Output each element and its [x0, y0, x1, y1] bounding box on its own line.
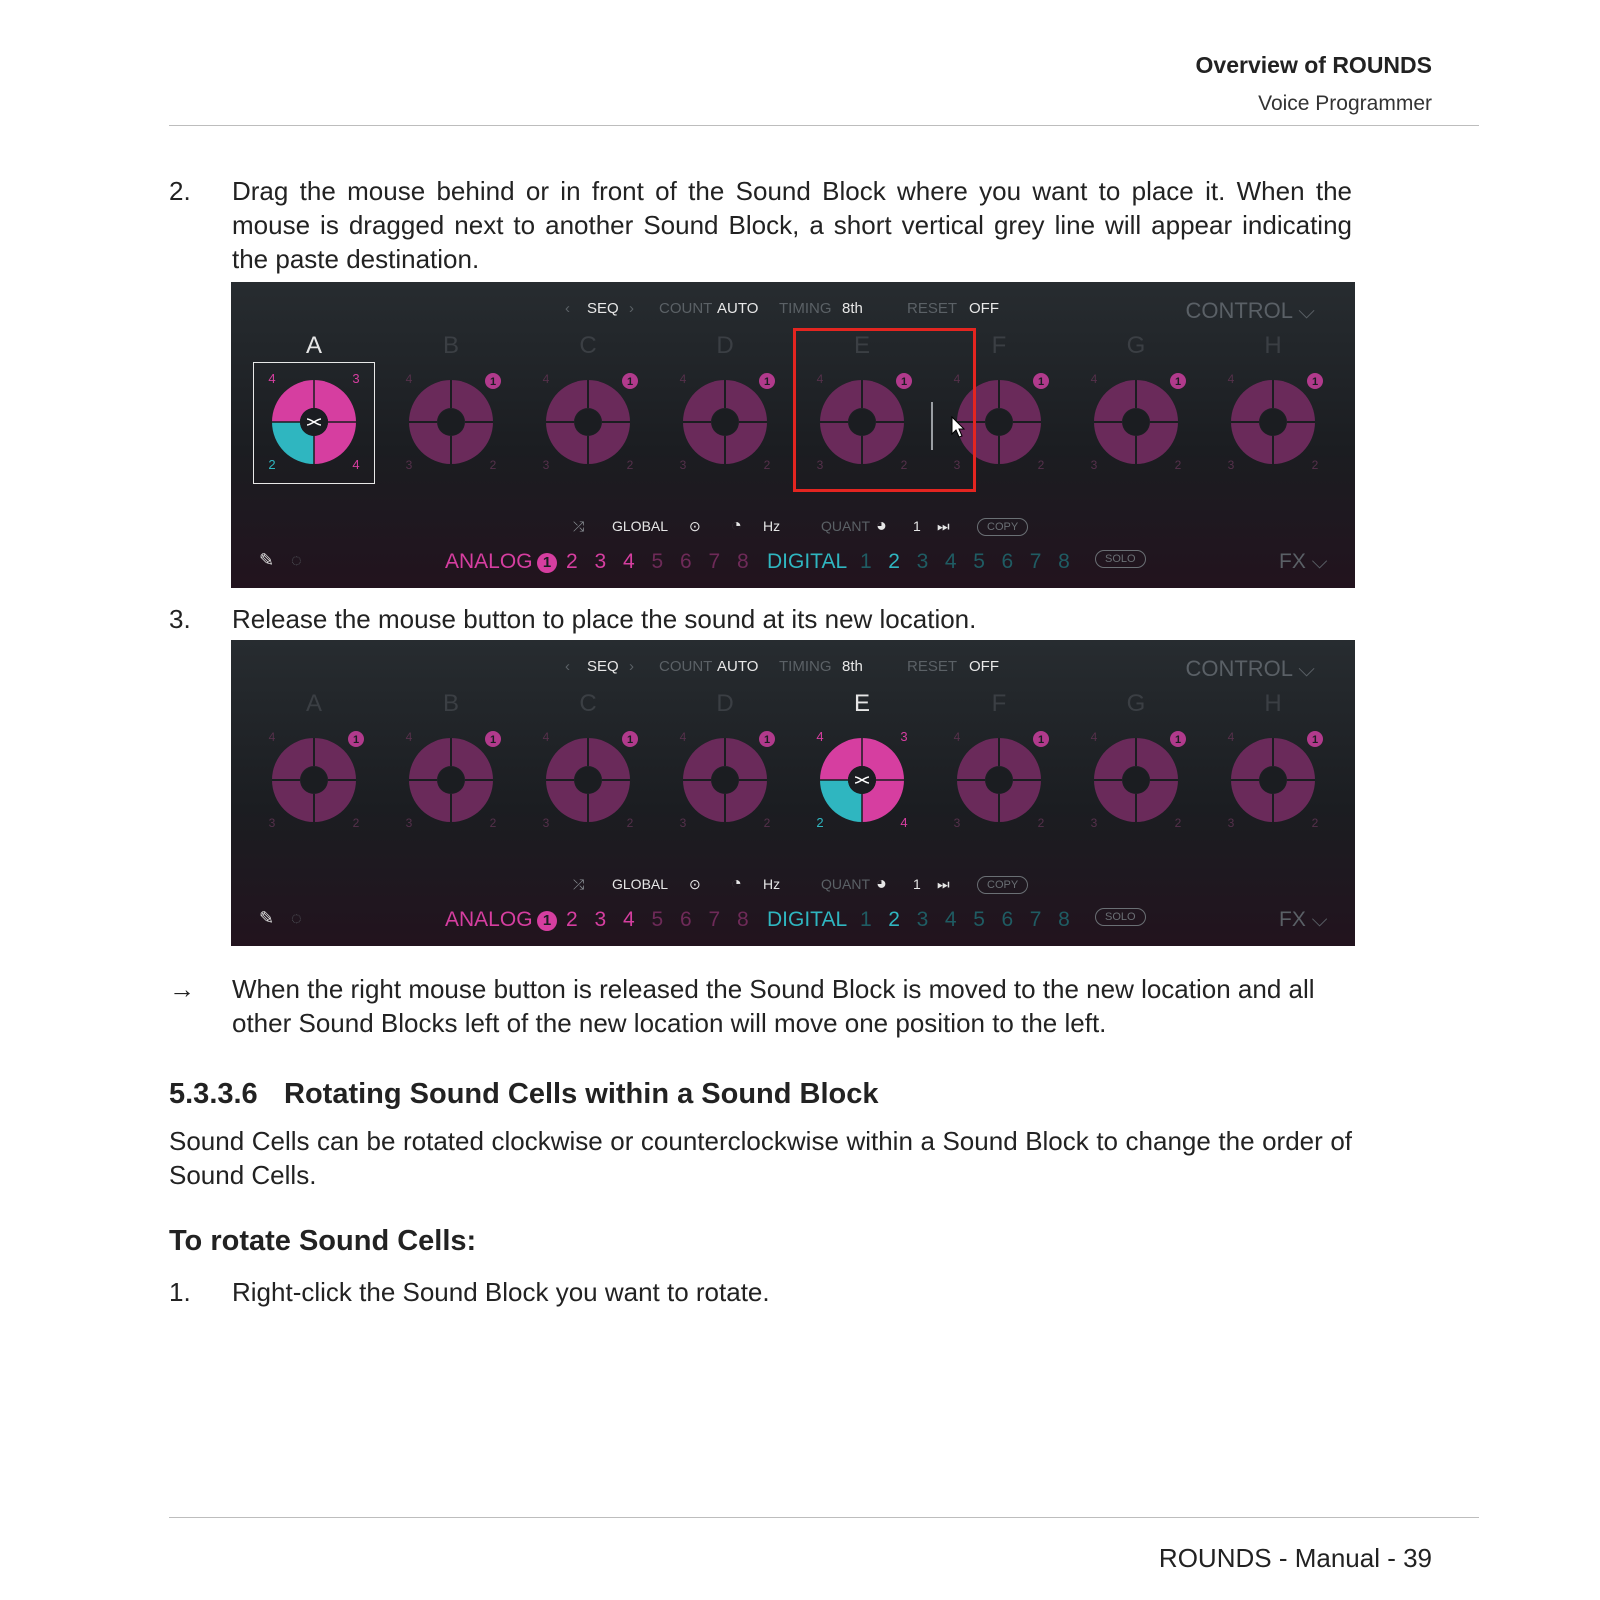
digital-slot[interactable]: 3 [916, 550, 929, 573]
analog-slot[interactable]: 4 [623, 908, 635, 931]
timing-value[interactable]: 8th [842, 658, 863, 675]
digital-slot[interactable]: 1 [860, 550, 872, 573]
digital-slot[interactable]: 7 [1029, 908, 1042, 931]
engine-bar [231, 908, 1355, 936]
cell-step-label: 4 [405, 372, 413, 386]
digital-slot[interactable]: 5 [973, 550, 985, 573]
cell-step-label: 4 [816, 729, 824, 744]
copy-button[interactable]: COPY [977, 518, 1028, 536]
analog-slot-1-selected[interactable]: 1 [537, 911, 557, 931]
cell-badge: 1 [626, 376, 634, 388]
cell-step-label: 4 [268, 371, 276, 386]
sound-block-letter: C [579, 332, 597, 359]
cell-step-label: 2 [489, 816, 497, 830]
reset-value[interactable]: OFF [969, 658, 999, 675]
page-footer: ROUNDS - Manual - 39 [1158, 1543, 1432, 1573]
quant-label: QUANT [821, 876, 870, 892]
digital-slot[interactable]: 4 [944, 550, 957, 573]
ring-center [712, 767, 738, 793]
cell-step-label: 2 [1311, 458, 1319, 472]
section-body: Sound Cells can be rotated clockwise or counterclockwise within a Sound Block to change the order of Sound Cells. [169, 1126, 1352, 1190]
cell-badge: 1 [489, 734, 497, 746]
cell-badge: 1 [1174, 734, 1182, 746]
count-value[interactable]: AUTO [717, 300, 759, 317]
ring-center [575, 409, 601, 435]
cell-step-label: 4 [1090, 372, 1098, 386]
cell-step-label: 3 [679, 458, 687, 472]
shuffle-icon[interactable]: ⤮ [573, 876, 585, 892]
cell-step-label: 4 [816, 372, 824, 386]
digital-label[interactable]: DIGITAL [767, 550, 848, 573]
quant-value[interactable]: 1 [913, 876, 921, 892]
solo-button[interactable]: SOLO [1095, 550, 1146, 568]
analog-label[interactable]: ANALOG [445, 908, 533, 931]
global-controls [231, 873, 1355, 898]
cell-step-label: 4 [679, 730, 687, 744]
cell-step-label: 2 [626, 458, 634, 472]
skip-icon[interactable]: ⏭ [937, 518, 950, 534]
sound-cell-ring[interactable] [1076, 362, 1196, 482]
step-number: 3. [169, 604, 191, 634]
cell-badge: 1 [900, 376, 908, 388]
select-circle-icon[interactable]: ◌ [291, 550, 302, 570]
digital-slot[interactable]: 5 [973, 908, 985, 931]
cell-step-label: 2 [1311, 816, 1319, 830]
ring-center [575, 767, 601, 793]
skip-icon[interactable]: ⏭ [937, 876, 950, 892]
ring-center [438, 409, 464, 435]
analog-slot[interactable]: 2 [566, 908, 578, 931]
seq-prev-button[interactable]: ‹ [565, 658, 570, 675]
cell-step-label: 2 [489, 458, 497, 472]
analog-slot-1-selected[interactable]: 1 [537, 553, 557, 573]
seq-next-button[interactable]: › [629, 300, 634, 317]
digital-slot[interactable]: 1 [860, 908, 872, 931]
sound-cell-ring[interactable] [391, 362, 511, 482]
cell-step-label: 3 [1227, 816, 1235, 830]
cell-step-label: 4 [900, 815, 908, 830]
sound-cell-ring[interactable] [1213, 720, 1333, 840]
cell-step-label: 4 [953, 730, 961, 744]
ring-center [986, 767, 1012, 793]
cell-step-label: 4 [1090, 730, 1098, 744]
analog-slot[interactable]: 7 [708, 908, 721, 931]
sound-cell-ring[interactable] [665, 720, 785, 840]
mouse-pointer-icon [951, 416, 967, 440]
digital-slot[interactable]: 7 [1029, 550, 1042, 573]
seq-next-button[interactable]: › [629, 658, 634, 675]
cell-step-label: 3 [542, 816, 550, 830]
digital-label[interactable]: DIGITAL [767, 908, 848, 931]
sound-cell-ring[interactable] [528, 720, 648, 840]
ring-center [1260, 409, 1286, 435]
sound-block[interactable] [528, 690, 648, 840]
sound-cell-ring[interactable] [939, 720, 1059, 840]
timing-label: TIMING [779, 300, 832, 317]
sound-cell-ring[interactable] [528, 362, 648, 482]
sound-block-letter: C [579, 690, 597, 717]
global-label[interactable]: GLOBAL [612, 876, 669, 892]
sound-block[interactable] [1213, 690, 1333, 840]
digital-slot[interactable]: 6 [1001, 908, 1014, 931]
reset-label: RESET [907, 658, 958, 675]
pencil-icon[interactable]: ✎ [259, 550, 275, 570]
sound-cell-ring[interactable] [254, 720, 374, 840]
analog-slot[interactable]: 3 [594, 908, 607, 931]
digital-slot[interactable]: 6 [1001, 550, 1014, 573]
sound-block[interactable] [665, 332, 785, 482]
sound-block[interactable] [802, 690, 922, 840]
result-text: When the right mouse button is released the Sound Block is moved to the new location and all other Sound Blocks left of the new location will move one position to the left. [232, 974, 1315, 1038]
fx-dropdown[interactable]: FX ⌵ [1279, 908, 1328, 931]
cell-step-label: 3 [679, 816, 687, 830]
sound-cell-ring[interactable] [391, 720, 511, 840]
ring-center [1123, 409, 1149, 435]
cell-step-label: 2 [626, 816, 634, 830]
sound-block-letter: D [716, 332, 734, 359]
cell-step-label: 4 [679, 372, 687, 386]
sound-block-letter: F [991, 332, 1007, 359]
cell-step-label: 3 [1090, 458, 1098, 472]
cell-badge: 1 [763, 734, 771, 746]
step-text: Right-click the Sound Block you want to rotate. [232, 1277, 770, 1307]
screenshot-released-state [231, 640, 1355, 946]
screenshot-drag-state [231, 282, 1355, 588]
quant-knob-icon[interactable]: ◕ [876, 873, 887, 893]
reset-value[interactable]: OFF [969, 300, 999, 317]
sound-block-letter: E [853, 690, 870, 717]
analog-slot[interactable]: 5 [651, 550, 664, 573]
section-number: 5.3.3.6 [169, 1078, 258, 1110]
hz-label: Hz [763, 876, 781, 892]
cell-step-label: 4 [352, 457, 360, 472]
analog-slot[interactable]: 7 [708, 550, 721, 573]
footer-rule [169, 1517, 1479, 1518]
cell-step-label: 3 [816, 458, 824, 472]
analog-slot[interactable]: 8 [737, 550, 749, 573]
cell-step-label: 3 [268, 816, 276, 830]
sound-block-letter: A [305, 690, 322, 717]
sound-block-letter: F [991, 690, 1007, 717]
pencil-icon[interactable]: ✎ [259, 908, 275, 928]
count-label: COUNT [659, 658, 713, 675]
cell-step-label: 3 [953, 458, 961, 472]
timing-value[interactable]: 8th [842, 300, 863, 317]
count-label: COUNT [659, 300, 713, 317]
running-header-subtitle: Voice Programmer [1258, 92, 1432, 115]
cell-step-label: 2 [1037, 816, 1045, 830]
header-rule [169, 125, 1479, 126]
cell-step-label: 4 [542, 372, 550, 386]
cell-step-label: 3 [352, 371, 360, 386]
select-circle-icon[interactable]: ◌ [291, 908, 302, 928]
ring-center [986, 409, 1012, 435]
cell-step-label: 3 [900, 729, 908, 744]
digital-slot[interactable]: 8 [1058, 550, 1070, 573]
quant-knob-icon[interactable]: ◕ [876, 515, 887, 535]
digital-slot[interactable]: 8 [1058, 908, 1070, 931]
ring-center [438, 767, 464, 793]
digital-slot[interactable]: 2 [888, 908, 900, 931]
running-header-title: Overview of ROUNDS [1195, 52, 1432, 78]
digital-slot[interactable]: 2 [888, 550, 900, 573]
seq-label[interactable]: SEQ [587, 658, 619, 675]
digital-slot[interactable]: 4 [944, 908, 957, 931]
cell-step-label: 4 [1227, 730, 1235, 744]
cell-step-label: 2 [816, 815, 824, 830]
fx-dropdown[interactable]: FX ⌵ [1279, 550, 1328, 573]
sound-block[interactable] [665, 690, 785, 840]
cell-step-label: 2 [1174, 816, 1182, 830]
sound-block[interactable] [1076, 332, 1196, 482]
quant-value[interactable]: 1 [913, 518, 921, 534]
cell-step-label: 2 [1174, 458, 1182, 472]
analog-slot[interactable]: 5 [651, 908, 664, 931]
cell-step-label: 3 [953, 816, 961, 830]
sound-block[interactable] [1213, 332, 1333, 482]
cell-step-label: 3 [1090, 816, 1098, 830]
cell-badge: 1 [489, 376, 497, 388]
sound-block-letter: H [1264, 332, 1282, 359]
step-text: Release the mouse button to place the sound at its new location. [232, 604, 977, 634]
cell-badge: 1 [1037, 376, 1045, 388]
cell-step-label: 4 [268, 730, 276, 744]
copy-button[interactable]: COPY [977, 876, 1028, 894]
rate-knob-icon[interactable]: ◔ [731, 873, 742, 893]
seq-prev-button[interactable]: ‹ [565, 300, 570, 317]
cell-step-label: 2 [1037, 458, 1045, 472]
rate-knob-icon[interactable]: ◔ [731, 515, 742, 535]
sound-block-letter: G [1126, 332, 1146, 359]
sound-block-letter: A [305, 332, 322, 359]
sound-block-letter: E [853, 332, 870, 359]
sound-cell-ring-active[interactable] [802, 720, 922, 840]
playback-icon[interactable]: ⊙ [689, 518, 701, 534]
cell-step-label: 4 [953, 372, 961, 386]
step-text: Drag the mouse behind or in front of the Sound Block where you want to place it. When the mouse is dragged next to another Sound Block, a short vertical grey line will appear indicating the paste destination. [232, 176, 1352, 274]
section-heading [169, 1078, 879, 1111]
count-value[interactable]: AUTO [717, 658, 759, 675]
cell-badge: 1 [763, 376, 771, 388]
highlight-box [793, 328, 976, 492]
cell-badge: 1 [626, 734, 634, 746]
analog-slot[interactable]: 3 [594, 550, 607, 573]
sound-block[interactable] [391, 332, 511, 482]
engine-bar [231, 550, 1355, 578]
global-controls [231, 515, 1355, 540]
sound-block[interactable] [1076, 690, 1196, 840]
step-number: 1. [169, 1277, 191, 1307]
selected-block-outline [253, 362, 375, 484]
sound-cell-ring[interactable] [665, 362, 785, 482]
ring-center [712, 409, 738, 435]
procedure-heading: To rotate Sound Cells: [169, 1225, 477, 1257]
cell-badge: 1 [1311, 376, 1319, 388]
sound-block-letter: B [442, 332, 459, 359]
analog-slot[interactable]: 6 [680, 550, 692, 573]
cell-step-label: 4 [405, 730, 413, 744]
cell-step-label: 2 [763, 816, 771, 830]
cell-step-label: 4 [542, 730, 550, 744]
control-dropdown[interactable]: CONTROL ⌵ [1185, 656, 1315, 681]
analog-label[interactable]: ANALOG [445, 550, 533, 573]
cell-step-label: 2 [352, 816, 360, 830]
cell-step-label: 3 [1227, 458, 1235, 472]
cell-badge: 1 [1311, 734, 1319, 746]
ring-center [1260, 767, 1286, 793]
section-title: Rotating Sound Cells within a Sound Block [284, 1078, 879, 1110]
shuffle-icon[interactable]: ⤮ [573, 518, 585, 534]
analog-slot[interactable]: 4 [623, 550, 635, 573]
cell-badge: 1 [1174, 376, 1182, 388]
result-arrow: → [169, 974, 195, 1004]
playback-icon[interactable]: ⊙ [689, 876, 701, 892]
cell-step-label: 3 [542, 458, 550, 472]
sound-block[interactable] [391, 690, 511, 840]
reset-label: RESET [907, 300, 958, 317]
cell-step-label: 3 [405, 458, 413, 472]
ring-center [301, 767, 327, 793]
cell-step-label: 2 [268, 457, 276, 472]
sound-block[interactable] [528, 332, 648, 482]
analog-slot[interactable]: 2 [566, 550, 578, 573]
cell-step-label: 2 [900, 458, 908, 472]
ring-center [1123, 767, 1149, 793]
control-dropdown[interactable]: CONTROL ⌵ [1185, 298, 1315, 323]
cell-badge: 1 [352, 734, 360, 746]
cell-step-label: 2 [763, 458, 771, 472]
analog-slot[interactable]: 6 [680, 908, 692, 931]
solo-button[interactable]: SOLO [1095, 908, 1146, 926]
digital-slot[interactable]: 3 [916, 908, 929, 931]
step-number: 2. [169, 176, 191, 206]
sound-block-letter: H [1264, 690, 1282, 717]
sound-cell-ring[interactable] [1076, 720, 1196, 840]
cell-badge: 1 [1037, 734, 1045, 746]
timing-label: TIMING [779, 658, 832, 675]
cell-step-label: 3 [405, 816, 413, 830]
hz-label: Hz [763, 518, 781, 534]
sound-block-letter: B [442, 690, 459, 717]
seq-label[interactable]: SEQ [587, 300, 619, 317]
sound-block-letter: G [1126, 690, 1146, 717]
cell-step-label: 4 [1227, 372, 1235, 386]
quant-label: QUANT [821, 518, 870, 534]
sound-block-letter: D [716, 690, 734, 717]
paste-destination-line [931, 402, 933, 450]
analog-slot[interactable]: 8 [737, 908, 749, 931]
sound-block[interactable] [939, 690, 1059, 840]
global-label[interactable]: GLOBAL [612, 518, 669, 534]
sound-cell-ring[interactable] [1213, 362, 1333, 482]
sound-block[interactable] [254, 690, 374, 840]
